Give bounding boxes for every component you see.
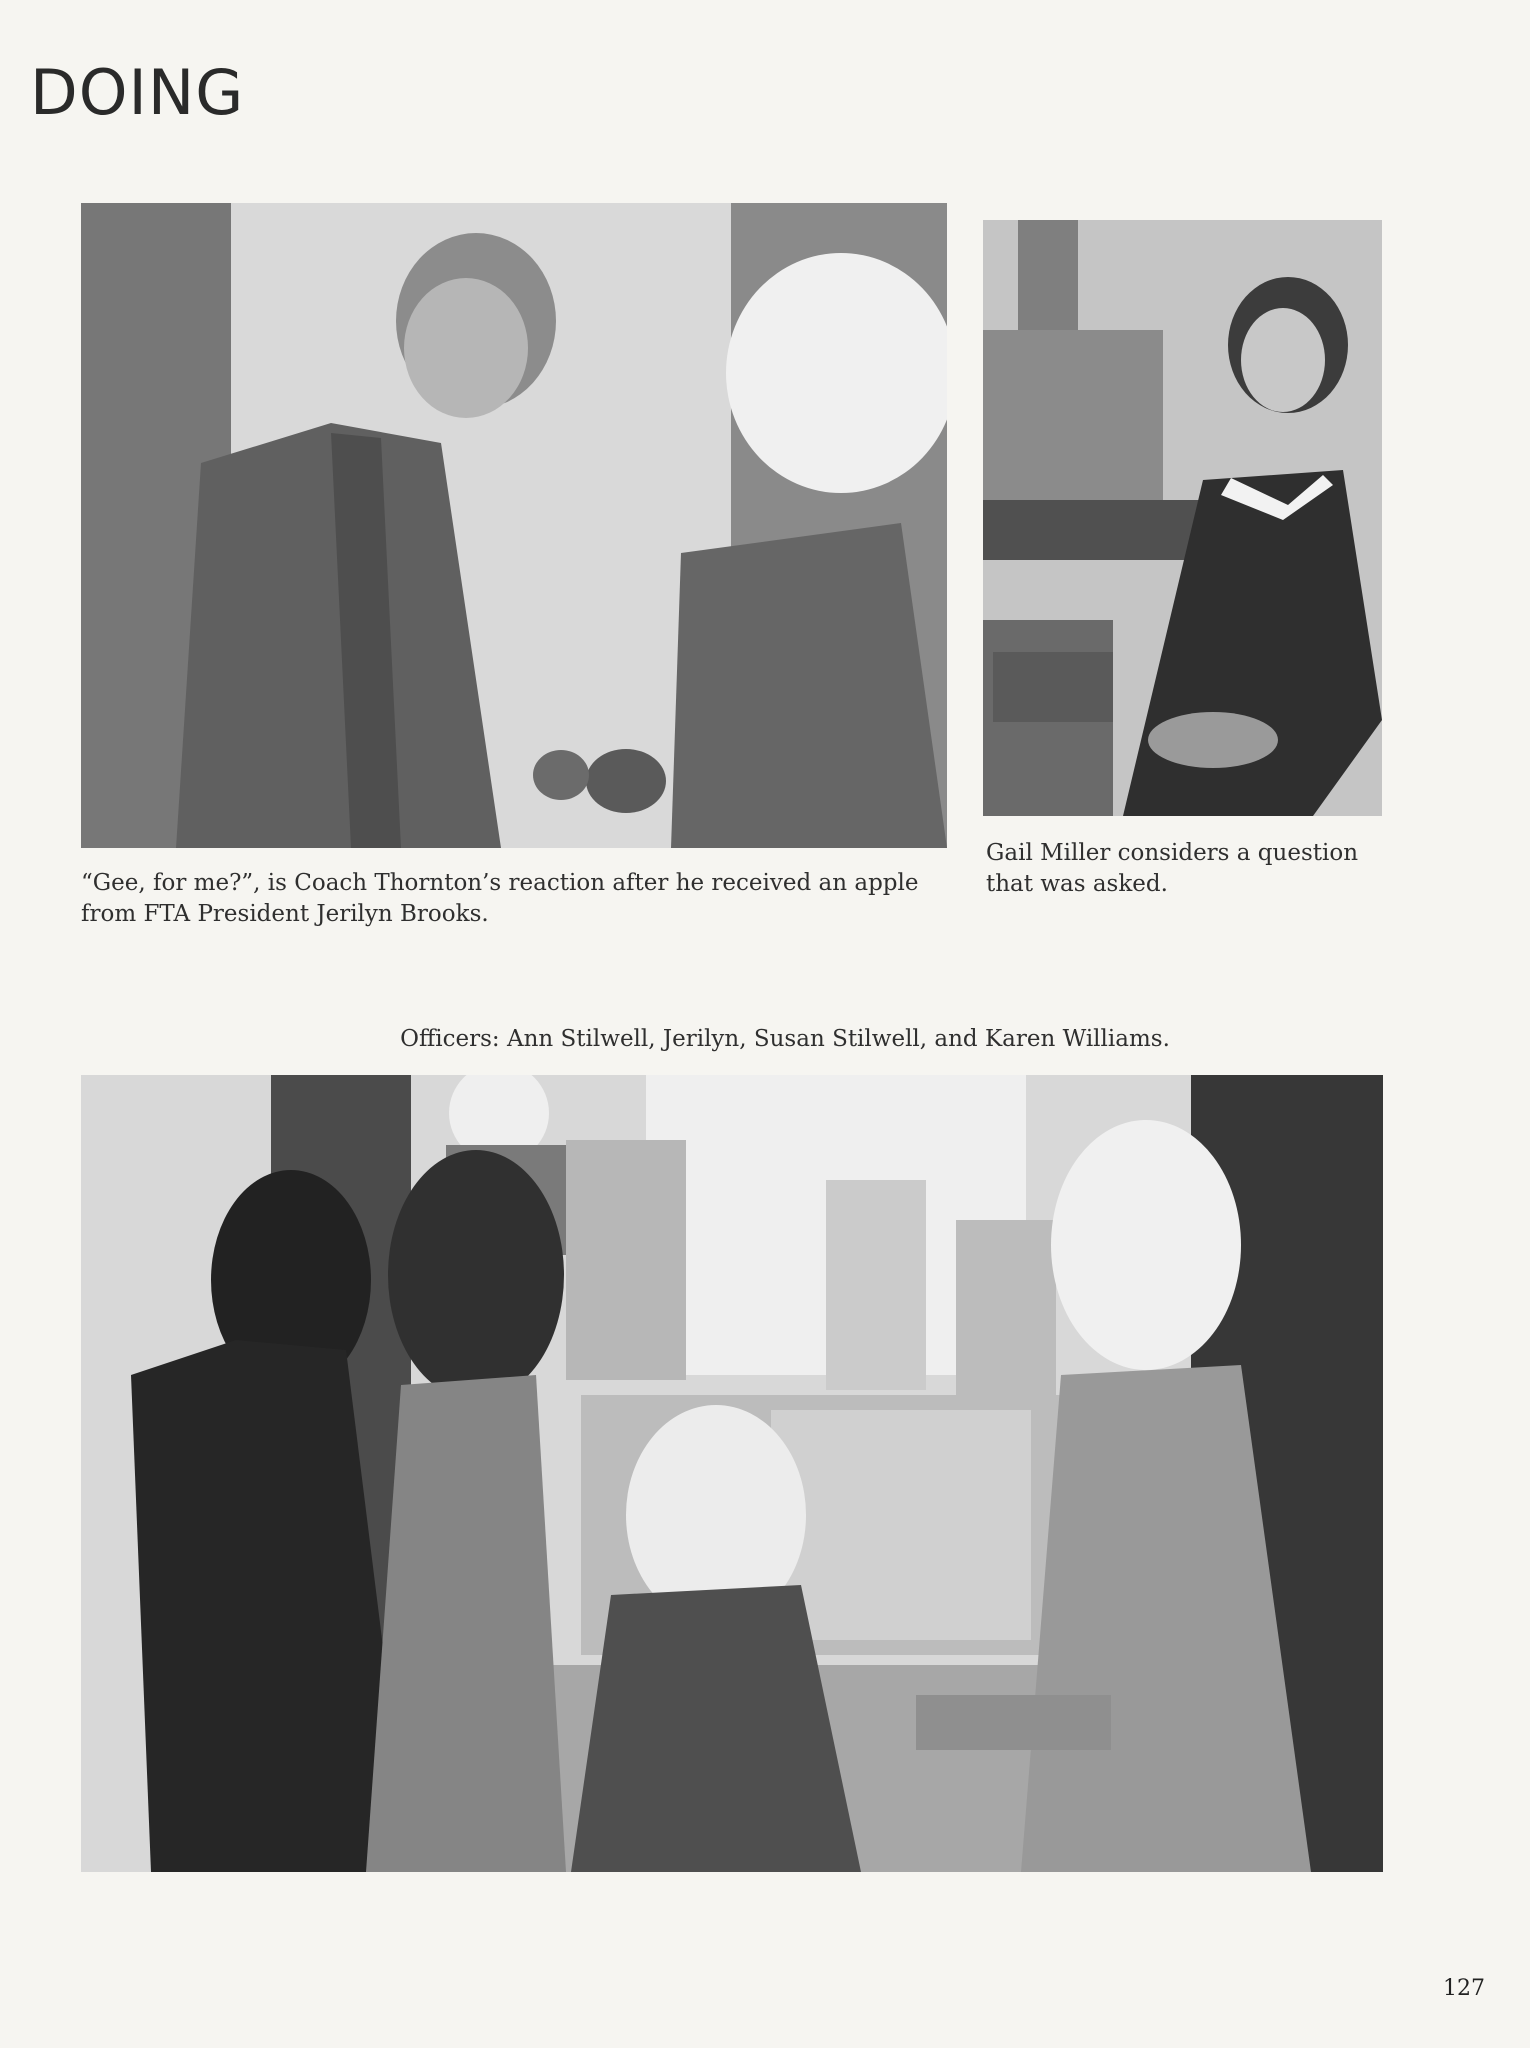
caption-officers: Officers: Ann Stilwell, Jerilyn, Susan Stilwell, and Karen Williams.: [400, 1026, 1170, 1052]
caption-coach-apple: “Gee, for me?”, is Coach Thornton’s reaction after he received an apple from FTA President Jerilyn Brooks.: [81, 870, 919, 927]
photo-coach-apple: [81, 203, 947, 848]
photo-gail-miller-art: [983, 220, 1382, 816]
photo-officers: [81, 1075, 1383, 1872]
photo-gail-miller: [983, 220, 1382, 816]
photo-coach-apple-art: [81, 203, 947, 848]
section-title: DOING: [30, 56, 245, 129]
page-number: 127: [1443, 1976, 1485, 2001]
caption-gail-miller: Gail Miller considers a question that was asked.: [986, 840, 1359, 897]
photo-officers-art: [81, 1075, 1383, 1872]
